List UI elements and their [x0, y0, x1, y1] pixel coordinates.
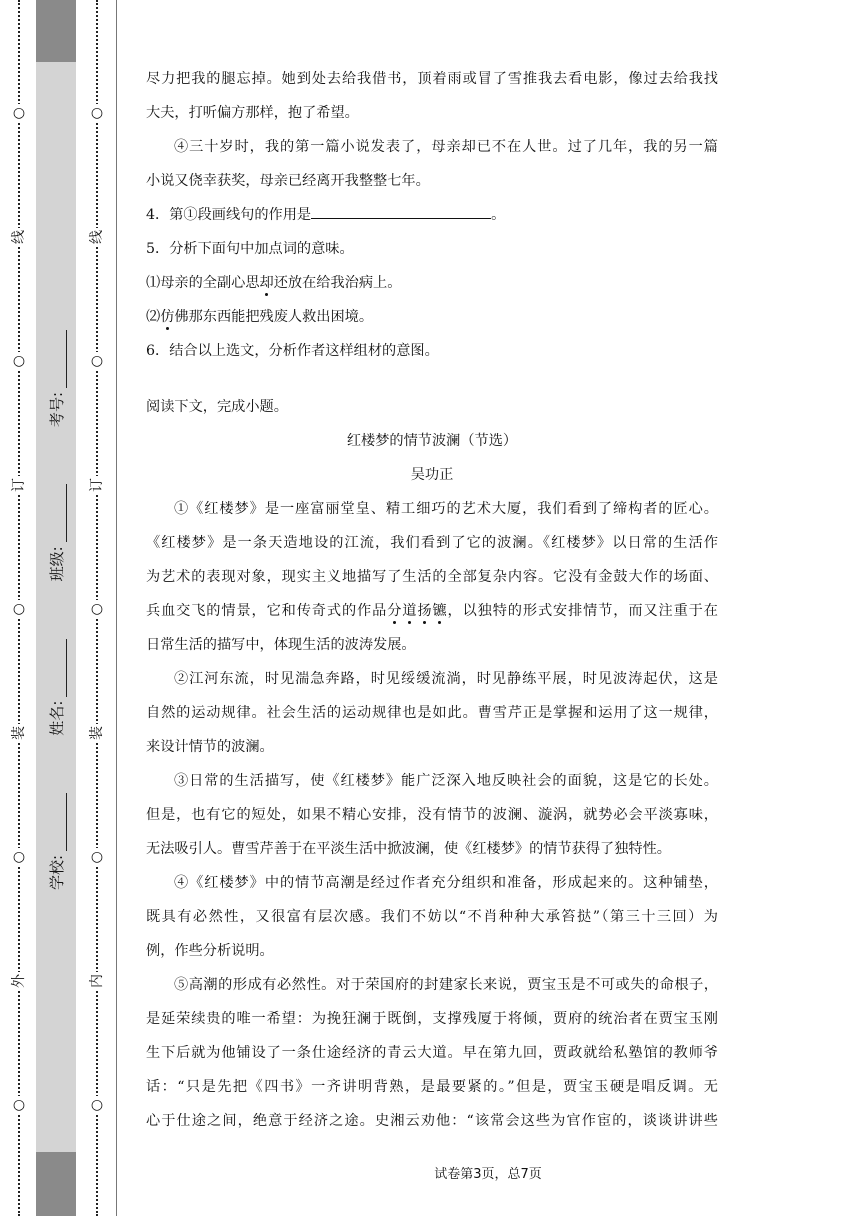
outer-wai-mark: 外	[11, 974, 27, 988]
band-bottom-dark	[36, 1152, 76, 1216]
outer-line-mark: 线	[11, 230, 27, 244]
dotted-char: 道	[402, 603, 418, 619]
inner-ding-mark: 订	[89, 478, 105, 492]
question-5-2	[146, 300, 718, 334]
passage1-line: 尽力把我的腿忘掉。她到处去给我借书，顶着雨或冒了雪推我去看电影，像过去给我找	[146, 71, 718, 87]
article-p3-line: ③日常的生活描写，使《红楼梦》能广泛深入地反映社会的面貌，这是它的长处。	[174, 773, 718, 789]
passage1-para4-line: ④三十岁时，我的第一篇小说发表了，母亲却已不在人世。过了几年，我的另一篇	[174, 139, 718, 155]
article-p1-line: 日常生活的描写中，体现生活的波涛发展。	[146, 637, 416, 653]
dotted-char: 分	[387, 603, 403, 619]
outer-circle-mark: ○	[10, 1096, 28, 1114]
article-p3-line: 但是，也有它的短处，如果不精心安排，没有情节的波澜、漩涡，就势必会平淡寡味，	[146, 807, 718, 823]
exam-content	[146, 62, 718, 1138]
class-label: 班级:	[47, 546, 66, 582]
outer-zhuang-mark: 装	[11, 726, 27, 740]
article-p2-line: 来设计情节的波澜。	[146, 739, 274, 755]
article-p1-line: ①《红楼梦》是一座富丽堂皇、精工细巧的艺术大厦，我们看到了缔构者的匠心。	[174, 501, 718, 517]
binding-border-line	[116, 0, 117, 1216]
dotted-word: 却	[259, 275, 274, 291]
article-p2-line: 自然的运动规律。社会生活的运动规律也是如此。曹雪芹正是掌握和运用了这一规律，	[146, 705, 718, 721]
outer-circle-mark: ○	[10, 848, 28, 866]
question-5-2-text: ⑵	[146, 309, 161, 325]
article-p5-line: 是延荣续贵的唯一希望：为挽狂澜于既倒，支撑残厦于将倾，贾府的统治者在贾宝玉刚	[146, 1011, 718, 1027]
question-5-2-text: 佛那东西能把残废人救出困境。	[174, 309, 374, 325]
article-author: 吴功正	[410, 467, 454, 483]
inner-zhuang-mark: 装	[89, 726, 105, 740]
exam-number-label: 考号:	[47, 392, 66, 428]
article-p4-line: 既具有必然性，又很富有层次感。我们不妨以“不肖种种大承笞挞”（第三十三回）为	[146, 909, 718, 925]
outer-ding-mark: 订	[11, 478, 27, 492]
passage1-para4-line: 小说又侥幸获奖，母亲已经离开我整整七年。	[146, 173, 430, 189]
article-p1-line: 为艺术的表现对象，现实主义地描写了生活的全部复杂内容。它没有金鼓大作的场面、	[146, 569, 718, 585]
inner-circle-mark: ○	[88, 1096, 106, 1114]
band-top-dark	[36, 0, 76, 62]
question-5-1	[146, 266, 718, 300]
article-p1-line: 《红楼梦》是一条天造地设的江流，我们看到了它的波澜。《红楼梦》以日常的生活作	[146, 535, 718, 551]
inner-circle-mark: ○	[88, 352, 106, 370]
article-title: 红楼梦的情节波澜（节选）	[346, 433, 518, 449]
article-p5-line: ⑤高潮的形成有必然性。对于荣国府的封建家长来说，贾宝玉是不可或失的命根子，	[174, 977, 718, 993]
article-p5-line: 生下后就为他铺设了一条仕途经济的青云大道。早在第九回，贾政就给私塾馆的教师爷	[146, 1045, 718, 1061]
answer-blank[interactable]	[311, 203, 491, 219]
class-field[interactable]	[46, 484, 67, 581]
school-label: 学校:	[47, 854, 66, 890]
outer-circle-mark: ○	[10, 352, 28, 370]
question-4-suffix: 。	[491, 207, 506, 223]
inner-circle-mark: ○	[88, 848, 106, 866]
article-p1-text: ，以独特的形式安排情节，而又注重于在	[447, 603, 718, 619]
passage1-line: 大夫，打听偏方那样，抱了希望。	[146, 105, 359, 121]
inner-circle-mark: ○	[88, 104, 106, 122]
dotted-phrase	[387, 603, 447, 619]
exam-number-field[interactable]	[46, 330, 67, 427]
inner-line-mark: 线	[89, 230, 105, 244]
dotted-char: 扬	[417, 603, 433, 619]
question-5: 5．分析下面句中加点词的意味。	[146, 241, 354, 257]
article-p4-line: 例，作些分析说明。	[146, 943, 274, 959]
inner-circle-mark: ○	[88, 600, 106, 618]
dotted-char: 镳	[432, 603, 448, 619]
name-field[interactable]	[46, 639, 67, 736]
school-field[interactable]	[46, 793, 67, 890]
article-p5-line: 话：“只是先把《四书》一齐讲明背熟，是最要紧的。”但是，贾宝玉硬是唱反调。无	[146, 1079, 718, 1095]
dotted-word: 仿	[160, 309, 175, 325]
article-p3-line: 无法吸引人。曹雪芹善于在平淡生活中掀波澜，使《红楼梦》的情节获得了独特性。	[146, 841, 671, 857]
student-info-fields	[40, 330, 72, 890]
article-p2-line: ②江河东流，时见湍急奔路，时见绥缓流淌，时见静练平展，时见波涛起伏，这是	[174, 671, 718, 687]
question-4-text: 4．第①段画线句的作用是	[146, 207, 312, 223]
question-4	[146, 198, 718, 232]
outer-circle-mark: ○	[10, 600, 28, 618]
question-6: 6．结合以上选文，分析作者这样组材的意图。	[146, 343, 439, 359]
inner-nei-mark: 内	[89, 974, 105, 988]
article-p5-line: 心于仕途之间，绝意于经济之途。史湘云劝他：“该常会这些为官作宦的，谈谈讲讲些	[146, 1113, 718, 1129]
reading-intro: 阅读下文，完成小题。	[146, 399, 288, 415]
inner-binding-strip	[88, 0, 106, 1216]
outer-binding-strip	[10, 0, 28, 1216]
article-p1-line	[146, 594, 718, 628]
article-p4-line: ④《红楼梦》中的情节高潮是经过作者充分组织和准备，形成起来的。这种铺垫，	[174, 875, 718, 891]
question-5-1-text: 还放在给我治病上。	[273, 275, 402, 291]
name-label: 姓名:	[47, 700, 66, 736]
outer-circle-mark: ○	[10, 104, 28, 122]
page-footer: 试卷第3页，总7页	[434, 1167, 542, 1182]
question-5-1-text: ⑴母亲的全副心思	[146, 275, 260, 291]
article-p1-text: 兵血交飞的情景，它和传奇式的作品	[146, 603, 388, 619]
